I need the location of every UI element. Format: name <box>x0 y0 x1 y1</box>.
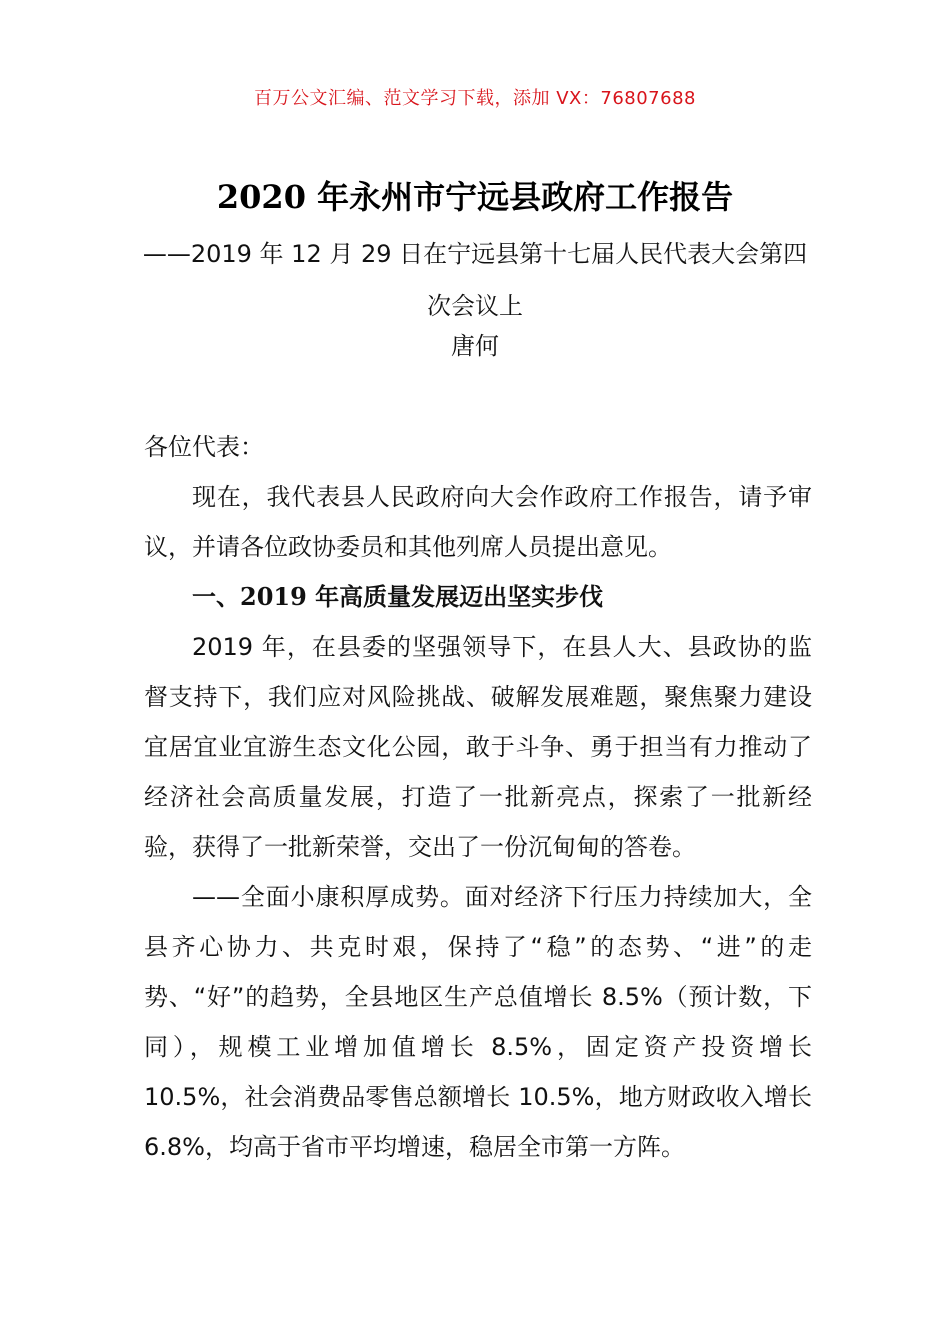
document-subtitle: ——2019 年 12 月 29 日在宁远县第十七届人民代表大会第四次会议上 <box>142 240 808 320</box>
document-title: 2020 年永州市宁远县政府工作报告 <box>216 178 734 216</box>
section-heading: 一、2019 年高质量发展迈出坚实步伐 <box>192 582 604 611</box>
body-paragraph-1: 2019 年，在县委的坚强领导下，在县人大、县政协的监督支持下，我们应对风险挑战、破解发展难题，聚焦聚力建设宜居宜业宜游生态文化公园，敢于斗争、勇于担当有力推动了经济社会高质量发展，打造了一批新亮点，探索了一批新经验，获得了一批新荣誉，交出了一份沉甸甸的答卷。 <box>144 633 812 861</box>
body-text <box>144 422 812 1172</box>
salutation: 各位代表： <box>144 433 264 461</box>
intro-paragraph: 现在，我代表县人民政府向大会作政府工作报告，请予审议，并请各位政协委员和其他列席人员提出意见。 <box>144 483 812 561</box>
author-name: 唐何 <box>451 332 499 360</box>
body-paragraph-2: ——全面小康积厚成势。面对经济下行压力持续加大，全县齐心协力、共克时艰，保持了“稳”的态势、“进”的走势、“好”的趋势，全县地区生产总值增长 8.5%（预计数，下同），规模工业增加值增长 8.5%，固定资产投资增长 10.5%，社会消费品零售总额增长 10.5%，地方财政收入增长 6.8%，均高于省市平均增速，稳居全市第一方阵。 <box>144 883 812 1161</box>
header-watermark-note: 百万公文汇编、范文学习下载，添加 VX：76807688 <box>254 88 696 109</box>
